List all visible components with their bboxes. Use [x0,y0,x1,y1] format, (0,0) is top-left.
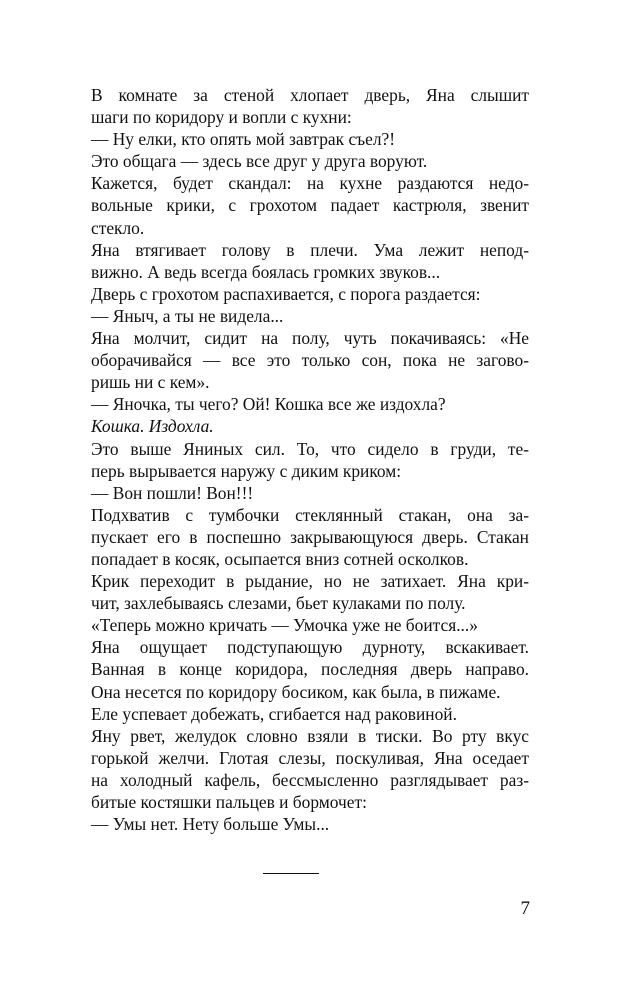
text-line: оборачивайся — все это только сон, пока не загово- [91,350,529,371]
text-line: пускает его в поспешно закрывающуюся дверь. Стакан [91,526,529,547]
text-line: чит, захлебываясь слезами, бьет кулаками по полу. [91,593,466,614]
paragraph [91,172,529,238]
text-line: — Вон пошли! Вон!!! [91,482,254,503]
paragraph [91,283,529,305]
text-line: Ванная в конце коридора, последняя дверь направо. [91,659,529,680]
text-line: Яна ощущает подступающую дурноту, вскакивает. [91,637,529,658]
paragraph [91,636,529,702]
text-line: Это выше Яниных сил. То, что сидело в груди, те- [91,438,529,459]
text-line: Дверь с грохотом распахивается, с порога раздается: [91,283,481,304]
text-line: Еле успевает добежать, сгибается над раковиной. [91,703,457,724]
paragraph [91,725,529,813]
section-divider [263,873,319,874]
text-line: ришь ни с кем». [91,372,210,393]
text-line: В комнате за стеной хлопает дверь, Яна слышит [91,85,529,105]
paragraph [91,504,529,570]
paragraph [91,150,529,172]
paragraph [91,438,529,482]
text-line: Яна втягивает голову в плечи. Ума лежит непод- [91,239,529,260]
body-text [91,84,529,835]
paragraph [91,482,529,504]
text-line: Кошка. Издохла. [91,416,214,437]
page-number: 7 [520,898,530,919]
text-line: на холодный кафель, бессмысленно разглядывает раз- [91,769,529,790]
text-line: Подхватив с тумбочки стеклянный стакан, она за- [91,504,529,525]
text-line: Яна молчит, сидит на полу, чуть покачиваясь: «Не [91,328,529,349]
text-line: попадает в косяк, осыпается вниз сотней осколков. [91,548,469,569]
text-line: Она несется по коридору босиком, как была, в пижаме. [91,681,501,702]
text-line: стекло. [91,217,145,238]
text-line: вижно. А ведь всегда боялась громких звуков... [91,261,441,282]
paragraph [91,393,529,415]
text-line: горькой желчи. Глотая слезы, поскуливая, Яна оседает [91,747,529,768]
paragraph [91,415,529,437]
text-line: Крик переходит в рыдание, но не затихает. Яна кри- [91,571,529,592]
text-line: — Яночка, ты чего? Ой! Кошка все же издохла? [91,394,446,415]
paragraph [91,703,529,725]
paragraph [91,239,529,283]
paragraph [91,305,529,327]
text-line: «Теперь можно кричать — Умочка уже не боится...» [91,615,478,636]
paragraph [91,570,529,614]
paragraph [91,327,529,393]
text-line: — Яныч, а ты не видела... [91,305,284,326]
paragraph [91,84,529,128]
text-line: перь вырывается наружу с диким криком: [91,460,402,481]
paragraph [91,614,529,636]
text-line: Кажется, будет скандал: на кухне раздаются недо- [91,173,529,194]
text-line: шаги по коридору и вопли с кухни: [91,107,352,128]
text-line: — Умы нет. Нету больше Умы... [91,814,330,835]
text-line: вольные крики, с грохотом падает кастрюля, звенит [91,195,529,216]
text-line: — Ну елки, кто опять мой завтрак съел?! [91,129,396,150]
text-line: Яну рвет, желудок словно взяли в тиски. Во рту вкус [91,725,529,746]
text-line: битые костяшки пальцев и бормочет: [91,792,367,812]
text-line: Это общага — здесь все друг у друга воруют. [91,151,428,172]
paragraph [91,128,529,150]
paragraph [91,813,529,835]
